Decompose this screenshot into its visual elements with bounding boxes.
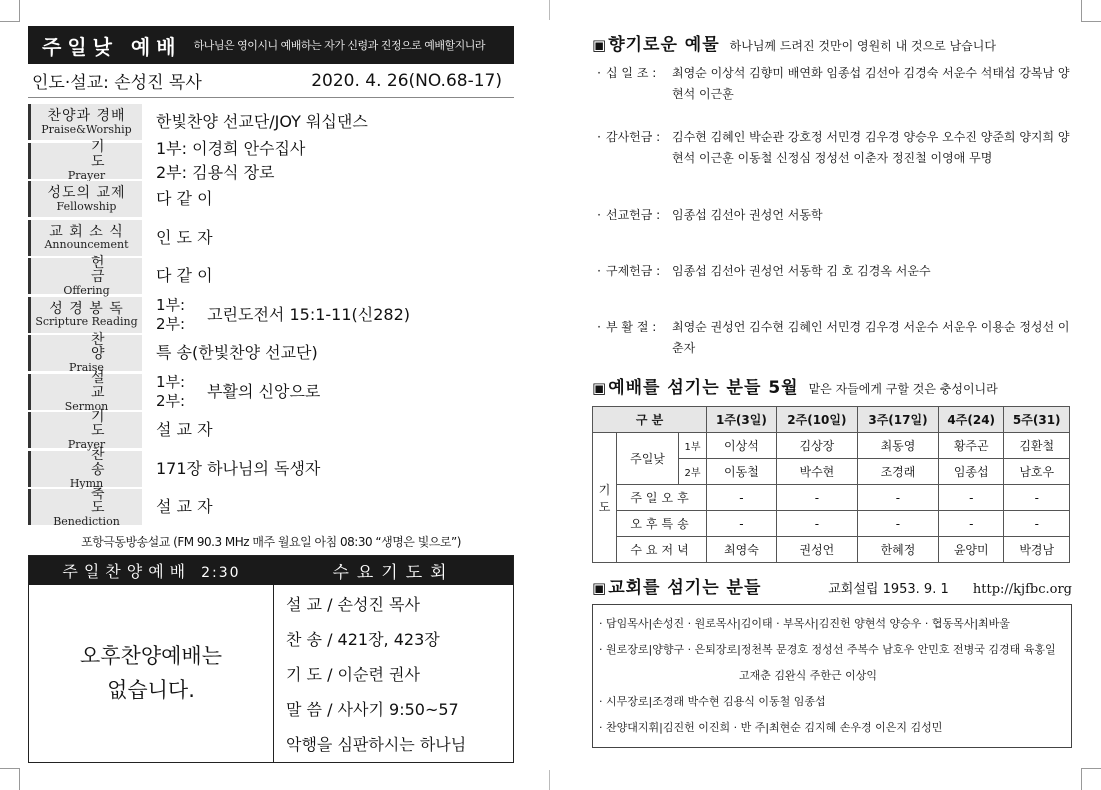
order-content: 1부: 2부: 부활의 신앙으로 [156, 372, 321, 410]
square-bullet-icon: ▣ [592, 36, 607, 54]
worship-date: 2020. 4. 26(NO.68-17) [311, 70, 502, 91]
square-bullet-icon: ▣ [592, 579, 607, 597]
dot-icon: · [597, 130, 601, 144]
order-content: 설 교 자 [156, 420, 213, 440]
crop-mark-bottom-left [0, 768, 20, 790]
wednesday-item: 악행을 심판하시는 하나님 [286, 734, 467, 754]
order-row [28, 254, 514, 298]
order-label: 성 경 봉 독 Scripture Reading [28, 297, 142, 333]
order-label: 설 교 Sermon [28, 374, 142, 410]
order-content: 다 같 이 [156, 189, 213, 209]
order-row [28, 331, 514, 375]
order-content: 1부: 2부: 고린도전서 15:1-11(신282) [156, 295, 411, 333]
staff-list [592, 604, 1072, 748]
table-row: 기 도 주일낮 1부 이상석 김상장 최동영 황주곤 김환철 [593, 433, 1070, 459]
wednesday-header: 수요기도회 [332, 562, 455, 583]
staff-line: · 원로장로|양향구 · 은퇴장로|정천복 문경호 정성선 주복수 남호우 안민호 전병국 김경태 육홍일 [599, 643, 1056, 656]
order-content: 1부: 이경희 안수집사 2부: 김용식 장로 [156, 138, 306, 182]
serve-subtitle: 맡은 자들에게 구할 것은 충성이니라 [808, 382, 998, 396]
order-label: 헌 금 Offering [28, 258, 142, 294]
afternoon-wednesday-box [28, 555, 514, 763]
crop-mark-top-right [1081, 0, 1101, 22]
order-of-service [28, 103, 514, 527]
prayer-schedule-table [592, 406, 1070, 563]
radio-broadcast-note: 포항극동방송설교 (FM 90.3 MHz 매주 월요일 아침 08:30 “생명은 빛으로”) [81, 534, 461, 549]
offering-subtitle: 하나님께 드려진 것만이 영원히 내 것으로 남습니다 [729, 39, 996, 53]
wednesday-item: 말 씀 / 사사기 9:50~57 [286, 699, 459, 719]
order-label: 찬 송 Hymn [28, 451, 142, 487]
order-row [28, 485, 514, 529]
offering-row: · 십 일 조 : 최영순 이상석 김향미 배연화 임종섭 김선아 김경숙 서운수 석태섭 강복남 양현석 이근훈 [592, 63, 1072, 127]
dot-icon: · [597, 320, 601, 334]
staff-title: 교회를 섬기는 분들 [608, 578, 762, 598]
order-label: 축 도 Benediction [28, 489, 142, 525]
table-row: 오후특송 - - - - - [593, 511, 1070, 537]
dot-icon: · [597, 208, 601, 222]
staff-line: · 시무장로|조경래 박수현 김용식 이동철 임종섭 [599, 695, 826, 708]
side-label: 기 도 [593, 433, 617, 563]
group-label: 주일낮 [617, 433, 679, 485]
crop-mark-bottom-right [1081, 768, 1101, 790]
worship-title: 주일낮 예배 [42, 34, 182, 59]
fold-mark-top [549, 0, 550, 20]
order-label: 성도의 교제 Fellowship [28, 181, 142, 217]
founded-date: 교회설립 1953. 9. 1 [828, 582, 949, 597]
order-row [28, 138, 514, 182]
wednesday-item: 설 교 / 손성진 목사 [286, 594, 420, 614]
leader-line [28, 64, 514, 98]
order-content: 인 도 자 [156, 227, 213, 247]
offering-row: · 구제헌금 : 임종섭 김선아 권성언 서동학 김 호 김경옥 서운수 [592, 261, 1072, 317]
offering-row: · 감사헌금 : 김수현 김혜인 박순관 강호정 서민경 김우경 양승우 오수진 양준희 양지희 양현석 이근훈 이동철 신정심 정성선 이춘자 정진철 이영애 무명 [592, 127, 1072, 205]
staff-section-header [592, 573, 1072, 598]
offering-list [592, 63, 1072, 373]
order-content: 특 송(한빛찬양 선교단) [156, 343, 318, 363]
dot-icon: · [597, 264, 601, 278]
order-row [28, 370, 514, 413]
wednesday-details [274, 585, 513, 762]
order-content: 171장 하나님의 독생자 [156, 458, 321, 478]
afternoon-notice: 오후찬양예배는 없습니다. [29, 585, 274, 762]
table-row: 주일오후 - - - - - [593, 485, 1070, 511]
box-header [29, 556, 513, 585]
worship-banner [28, 26, 514, 64]
serve-section-header [592, 373, 1072, 398]
order-content: 한빛찬양 선교단/JOY 워십댄스 [156, 112, 368, 132]
table-row: 2부 이동철 박수현 조경래 임종섭 남호우 [593, 459, 1070, 485]
order-content: 다 같 이 [156, 266, 213, 286]
serve-title: 예배를 섬기는 분들 5월 [608, 378, 799, 398]
sunday-worship-panel [28, 26, 514, 763]
wednesday-item: 기 도 / 이순련 권사 [286, 664, 420, 684]
order-label: 교 회 소 식 Announcement [28, 220, 142, 256]
afternoon-header: 주일찬양예배 2:30 [62, 561, 241, 581]
offering-section-header [592, 30, 1072, 55]
worship-subtitle: 하나님은 영이시니 예배하는 자가 신령과 진정으로 예배할지니라 [193, 39, 485, 52]
staff-line: 고재춘 김완식 주한근 이상익 [739, 669, 878, 682]
church-url[interactable]: http://kjfbc.org [972, 582, 1072, 597]
staff-line: · 담임목사|손성진 · 원로목사|김이태 · 부목사|김진헌 양현석 양승우 · 협동목사|최바울 [599, 617, 1010, 630]
order-row [28, 103, 514, 142]
order-content: 설 교 자 [156, 497, 213, 517]
square-bullet-icon: ▣ [592, 379, 607, 397]
order-label: 기 도 Prayer [28, 412, 142, 448]
table-header-row: 구 분 1주(3일) 2주(10일) 3주(17일) 4주(24) 5주(31) [593, 407, 1070, 433]
order-row [28, 447, 514, 490]
wednesday-item: 찬 송 / 421장, 423장 [286, 629, 440, 649]
staff-line: · 찬양대지휘|김진헌 이진희 · 반 주|최현순 김지혜 손우경 이은지 김성민 [599, 721, 943, 734]
offering-row: · 선교헌금 : 임종섭 김선아 권성언 서동학 [592, 205, 1072, 261]
right-panel [592, 30, 1072, 748]
leader-name: 인도·설교: 손성진 목사 [32, 73, 202, 93]
table-row: 수요저녁 최영숙 권성언 한혜정 윤양미 박경남 [593, 537, 1070, 563]
crop-mark-top-left [0, 0, 20, 22]
dot-icon: · [597, 66, 601, 80]
order-row [28, 219, 514, 258]
order-row [28, 408, 514, 452]
order-label: 찬양과 경배 Praise&Worship [28, 104, 142, 140]
box-body [29, 585, 513, 762]
order-label: 기 도 Prayer [28, 143, 142, 179]
fold-mark-bottom [549, 770, 550, 790]
order-row [28, 180, 514, 219]
order-label: 찬 양 Praise [28, 335, 142, 371]
offering-title: 향기로운 예물 [608, 35, 720, 55]
offering-row: · 부 활 절 : 최영순 권성언 김수현 김혜인 서민경 김우경 서운수 서운우 이용순 정성선 이춘자 [592, 317, 1072, 373]
order-row [28, 296, 514, 335]
